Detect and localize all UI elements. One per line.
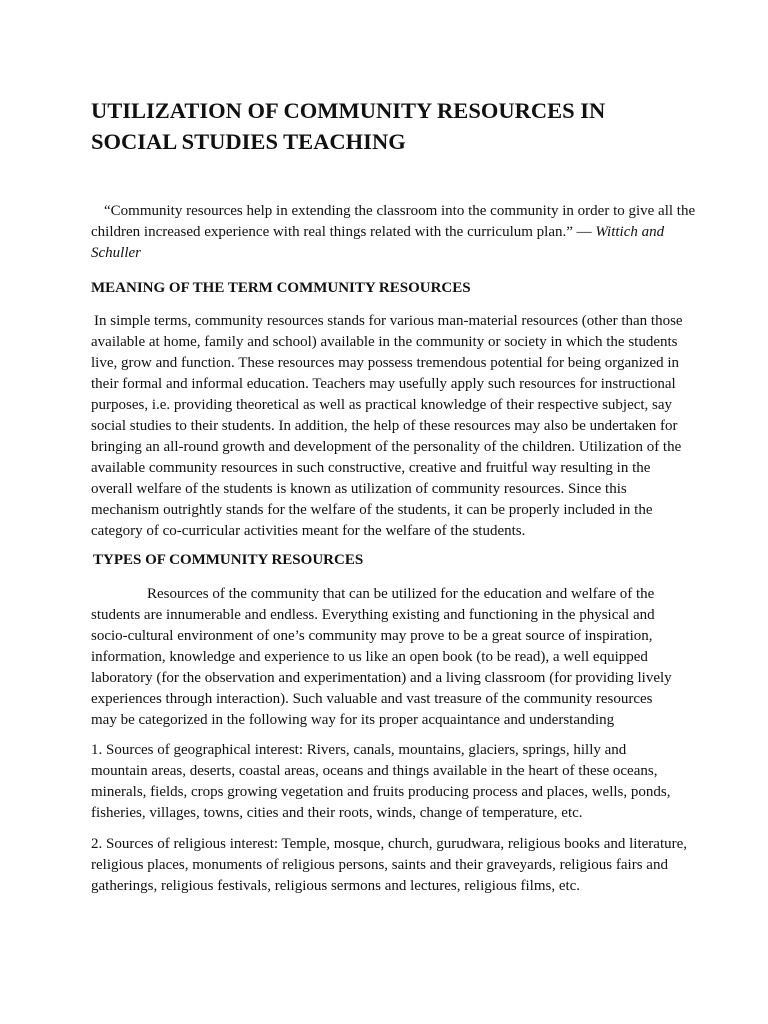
opening-quote xyxy=(91,201,703,264)
section-heading-types: TYPES OF COMMUNITY RESOURCES xyxy=(93,552,364,568)
quote-attribution: Wittich and Schuller xyxy=(91,224,665,261)
types-paragraph: Resources of the community that can be utilized for the education and welfare of the students are innumerable and endless. Everything existing and functioning in the physical and socio-cultural environment of one’s community may prove to be a great source of inspiration, information, knowledge and experience to us like an open book (to be read), a well equipped laboratory (for the observation and experimentation) and a living classroom (for providing lively experiences through interaction). Such valuable and vast treasure of the community resources may be categorized in the following way for its proper acquaintance and understanding xyxy=(91,586,672,728)
list-item-religious: 2. Sources of religious interest: Temple, mosque, church, gurudwara, religious books and literature, religious places, monuments of religious persons, saints and their graveyards, religious fairs and gatherings, religious festivals, religious sermons and lectures, religious films, etc. xyxy=(91,836,688,894)
document-title: UTILIZATION OF COMMUNITY RESOURCES IN SOCIAL STUDIES TEACHING xyxy=(91,98,606,154)
meaning-paragraph: In simple terms, community resources stands for various man-material resources (other than those available at home, family and school) available in the community or society in which the students live, grow and function. These resources may possess tremendous potential for being organized in their formal and informal education. Teachers may usefully apply such resources for instructional purposes, i.e. providing theoretical as well as practical knowledge of their respective subject, say social studies to their students. In addition, the help of these resources may also be undertaken for bringing an all-round growth and development of the personality of the children. Utilization of the available community resources in such constructive, creative and fruitful way resulting in the overall welfare of the students is known as utilization of community resources. Since this mechanism outrightly stands for the welfare of the students, it can be properly included in the category of co-curricular activities meant for the welfare of the students. xyxy=(91,313,683,539)
list-item-geographical: 1. Sources of geographical interest: Rivers, canals, mountains, glaciers, springs, hilly and mountain areas, deserts, coastal areas, oceans and things available in the heart of these oceans, minerals, fields, crops growing vegetation and fruits producing process and places, wells, ponds, fisheries, villages, towns, cities and their roots, winds, change of temperature, etc. xyxy=(91,742,671,821)
quote-text: “Community resources help in extending the classroom into the community in order to give all the children increased experience with real things related with the curriculum plan.” — xyxy=(91,203,696,240)
section-heading-meaning: MEANING OF THE TERM COMMUNITY RESOURCES xyxy=(91,280,471,296)
